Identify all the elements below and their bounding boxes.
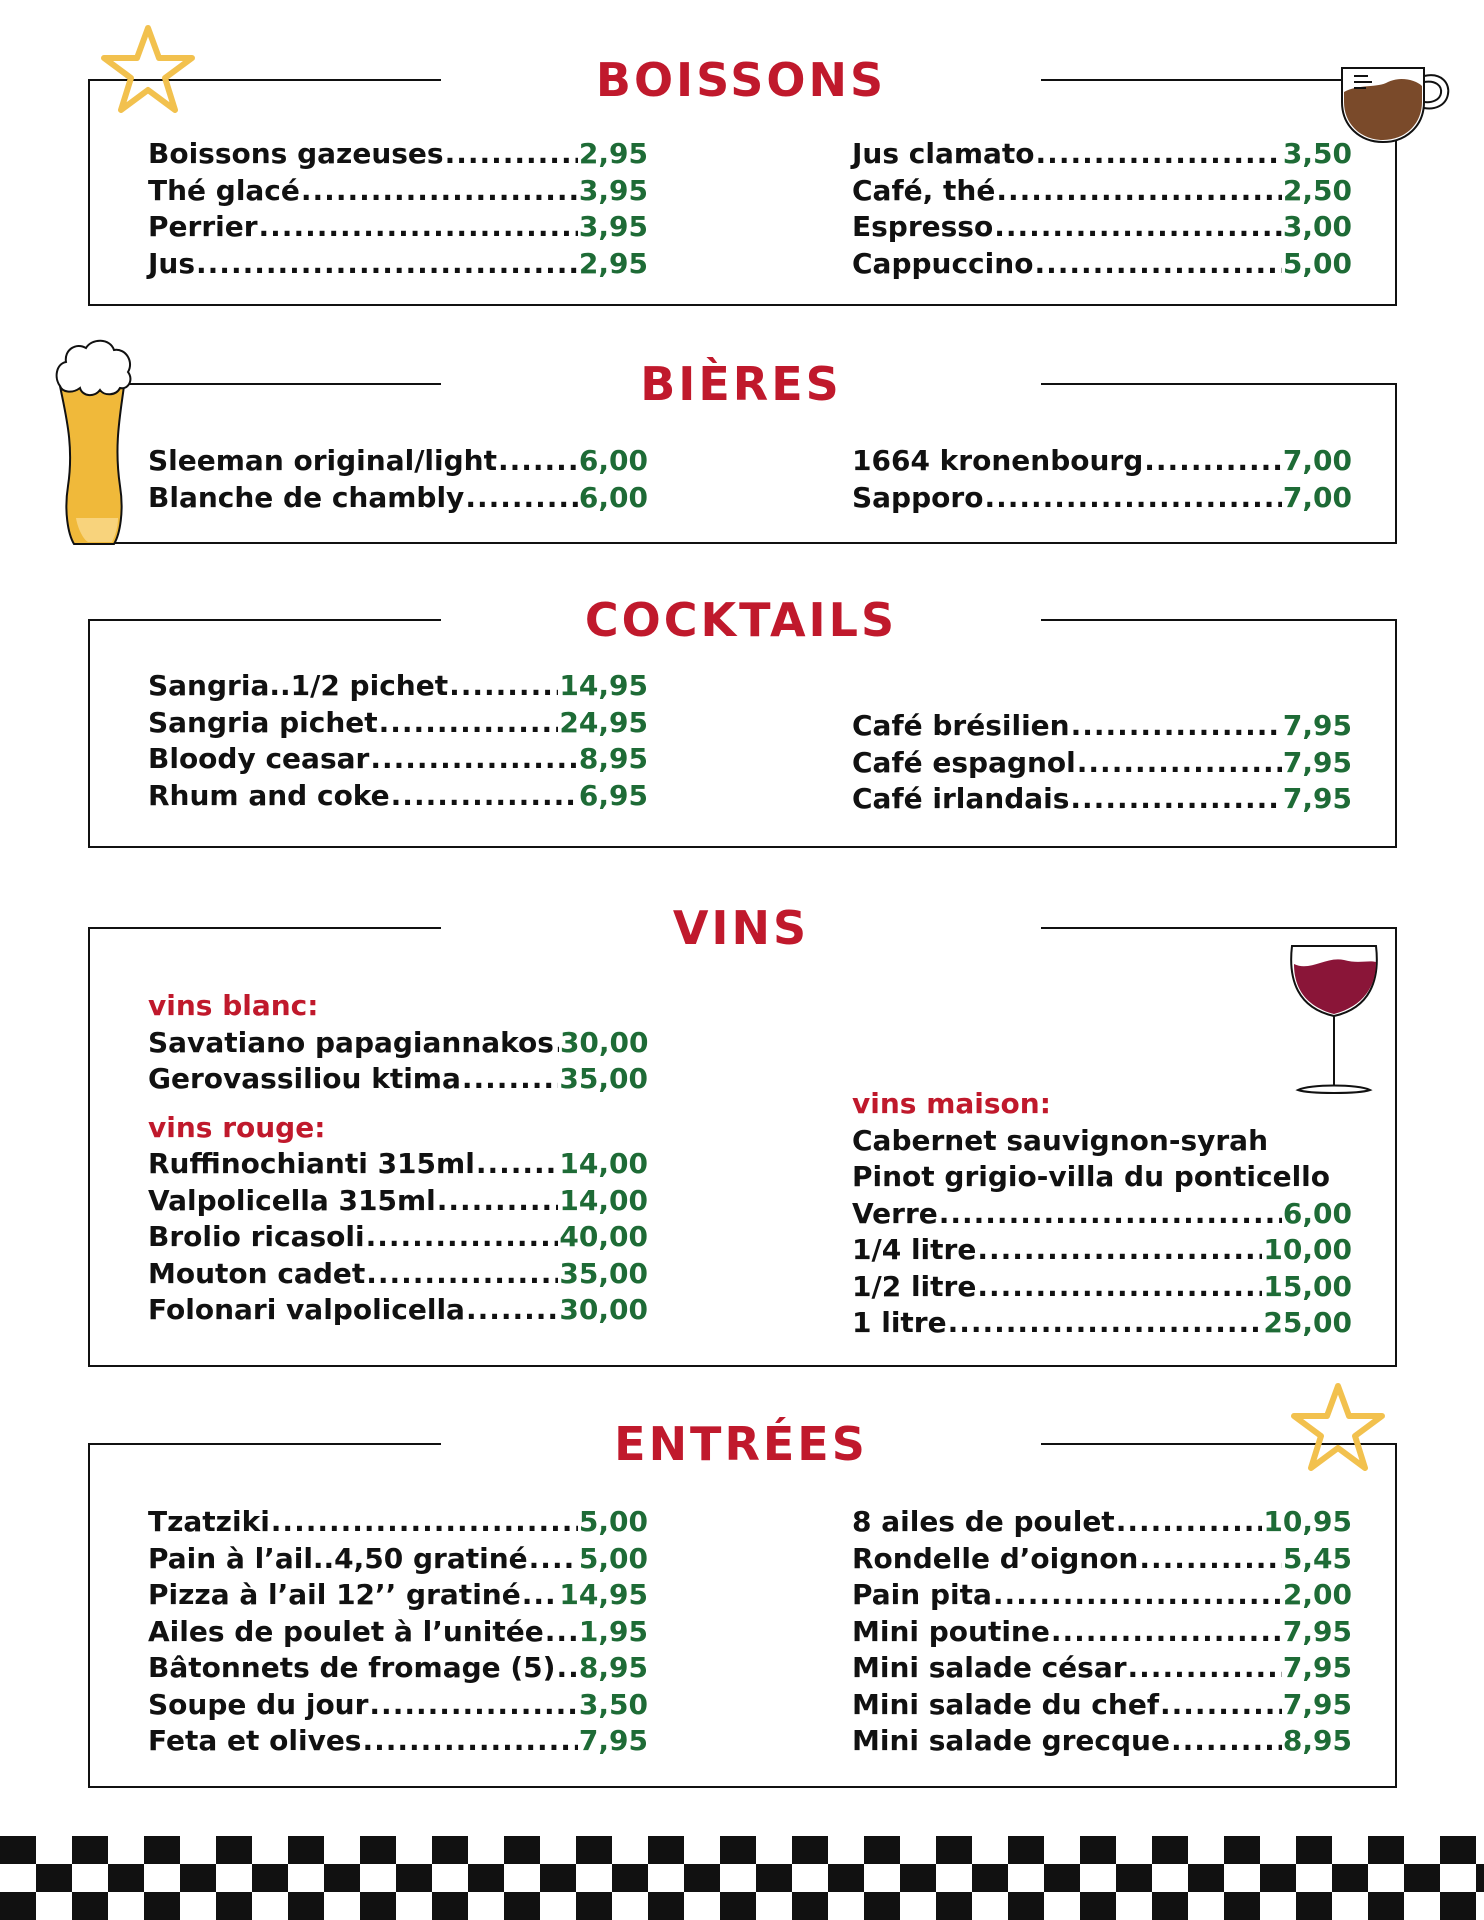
item-name: Sangria..1/2 pichet bbox=[148, 669, 449, 702]
cocktails-left-list bbox=[148, 668, 648, 814]
item-name: Verre bbox=[852, 1196, 938, 1230]
menu-item bbox=[852, 1269, 1352, 1306]
vins-blanc-label: vins blanc: bbox=[148, 989, 319, 1022]
menu-item bbox=[148, 1256, 648, 1293]
dot-leader bbox=[984, 480, 1281, 517]
item-price: 7,95 bbox=[1282, 1651, 1352, 1684]
item-price: 1,95 bbox=[578, 1614, 648, 1648]
section-bieres bbox=[88, 356, 1397, 544]
item-price: 7,95 bbox=[1282, 782, 1352, 815]
item-name: Café irlandais bbox=[852, 782, 1070, 815]
menu-item bbox=[148, 246, 648, 283]
item-name: Bloody ceasar bbox=[148, 742, 370, 775]
menu-item bbox=[852, 1723, 1352, 1760]
dot-leader bbox=[1128, 1650, 1282, 1687]
dot-leader bbox=[476, 1146, 559, 1183]
item-price: 7,95 bbox=[1282, 709, 1352, 742]
item-name: Café espagnol bbox=[852, 745, 1076, 779]
item-price: 6,95 bbox=[578, 778, 648, 812]
dot-leader bbox=[379, 705, 559, 742]
vins-maison-list bbox=[852, 1196, 1352, 1342]
item-name: Espresso bbox=[852, 210, 994, 243]
menu-item bbox=[148, 1292, 648, 1329]
item-name: 1/4 litre bbox=[852, 1233, 977, 1266]
item-name: Sangria pichet bbox=[148, 705, 378, 739]
item-price: 15,00 bbox=[1263, 1269, 1352, 1303]
dot-leader bbox=[977, 1269, 1262, 1306]
item-name: Rhum and coke bbox=[148, 778, 390, 812]
item-price: 5,00 bbox=[1282, 246, 1352, 280]
menu-item bbox=[852, 136, 1352, 173]
list-item: Pinot grigio-villa du ponticello bbox=[852, 1160, 1330, 1193]
item-name: Brolio ricasoli bbox=[148, 1220, 365, 1253]
item-price: 7,00 bbox=[1282, 480, 1352, 514]
dot-leader bbox=[391, 778, 578, 815]
dot-leader bbox=[196, 246, 578, 283]
menu-item bbox=[148, 1541, 648, 1578]
item-name: Tzatziki bbox=[148, 1505, 270, 1538]
boissons-left-list bbox=[148, 136, 648, 282]
item-price: 5,00 bbox=[578, 1541, 648, 1575]
item-name: Blanche de chambly bbox=[148, 480, 465, 514]
dot-leader bbox=[1036, 136, 1282, 173]
menu-item bbox=[148, 705, 648, 742]
item-name: Pizza à l’ail 12’’ gratiné bbox=[148, 1578, 521, 1611]
vins-maison-label: vins maison: bbox=[852, 1087, 1051, 1120]
menu-item bbox=[852, 1650, 1352, 1687]
item-name: Mini poutine bbox=[852, 1614, 1050, 1648]
dot-leader bbox=[369, 1687, 577, 1724]
item-price: 7,95 bbox=[1282, 745, 1352, 779]
dot-leader bbox=[1071, 708, 1282, 745]
item-price: 7,95 bbox=[1282, 1614, 1352, 1648]
item-price: 7,95 bbox=[578, 1724, 648, 1757]
item-name: 1664 kronenbourg bbox=[852, 444, 1144, 477]
menu-item bbox=[148, 1025, 648, 1062]
menu-item bbox=[852, 1232, 1352, 1269]
dot-leader bbox=[522, 1577, 559, 1614]
entrees-right-list bbox=[852, 1504, 1352, 1760]
dot-leader bbox=[555, 1025, 559, 1062]
menu-item bbox=[148, 778, 648, 815]
dot-leader bbox=[993, 1577, 1282, 1614]
menu-item bbox=[852, 480, 1352, 517]
item-name: Mini salade grecque bbox=[852, 1724, 1170, 1757]
item-name: Pain à l’ail..4,50 gratiné bbox=[148, 1541, 528, 1575]
item-price: 7,95 bbox=[1282, 1687, 1352, 1721]
item-price: 5,00 bbox=[578, 1505, 648, 1538]
item-price: 14,00 bbox=[559, 1147, 648, 1180]
menu-item bbox=[148, 480, 648, 517]
item-name: Gerovassiliou ktima bbox=[148, 1062, 461, 1095]
menu-item bbox=[148, 1614, 648, 1651]
menu-item bbox=[148, 1061, 648, 1098]
dot-leader bbox=[1144, 443, 1282, 480]
dot-leader bbox=[994, 209, 1282, 246]
item-name: Pain pita bbox=[852, 1578, 992, 1611]
menu-item bbox=[852, 1305, 1352, 1342]
item-price: 8,95 bbox=[578, 742, 648, 775]
item-name: Feta et olives bbox=[148, 1724, 362, 1757]
item-price: 3,95 bbox=[578, 210, 648, 243]
item-price: 10,95 bbox=[1263, 1505, 1352, 1538]
dot-leader bbox=[362, 1723, 577, 1760]
item-price: 2,50 bbox=[1282, 173, 1352, 207]
dot-leader bbox=[1077, 745, 1282, 782]
dot-leader bbox=[1034, 246, 1281, 283]
item-name: Café brésilien bbox=[852, 709, 1070, 742]
item-price: 8,95 bbox=[1282, 1724, 1352, 1757]
dot-leader bbox=[556, 1650, 577, 1687]
item-name: Mini salade césar bbox=[852, 1651, 1127, 1684]
menu-item bbox=[852, 1614, 1352, 1651]
menu-item bbox=[148, 209, 648, 246]
item-name: Jus bbox=[148, 246, 196, 280]
dot-leader bbox=[545, 1614, 578, 1651]
cocktails-right-list bbox=[852, 708, 1352, 818]
item-price: 30,00 bbox=[559, 1025, 649, 1059]
dot-leader bbox=[1171, 1723, 1282, 1760]
vins-blanc-list bbox=[148, 1025, 648, 1098]
item-name: Cappuccino bbox=[852, 246, 1034, 280]
entrees-left-list bbox=[148, 1504, 648, 1760]
item-price: 30,00 bbox=[559, 1293, 648, 1326]
dot-leader bbox=[498, 443, 578, 480]
menu-item bbox=[148, 1219, 648, 1256]
menu-item bbox=[148, 443, 648, 480]
menu-item bbox=[148, 173, 648, 210]
dot-leader bbox=[1051, 1614, 1282, 1651]
item-name: Ruffinochianti 315ml bbox=[148, 1147, 475, 1180]
item-name: Perrier bbox=[148, 210, 258, 243]
item-price: 3,50 bbox=[578, 1687, 648, 1721]
dot-leader bbox=[466, 1292, 558, 1329]
item-price: 7,00 bbox=[1282, 444, 1352, 477]
vins-right-column bbox=[852, 1086, 1352, 1342]
item-price: 14,95 bbox=[559, 1578, 648, 1611]
item-name: Boissons gazeuses bbox=[148, 137, 444, 170]
item-price: 2,95 bbox=[578, 246, 648, 280]
item-price: 2,00 bbox=[1282, 1578, 1352, 1611]
section-cocktails bbox=[88, 592, 1397, 848]
dot-leader bbox=[366, 1219, 559, 1256]
menu-item bbox=[852, 209, 1352, 246]
bieres-right-list bbox=[852, 443, 1352, 516]
menu-item bbox=[852, 1504, 1352, 1541]
item-name: 1 litre bbox=[852, 1306, 947, 1339]
menu-item bbox=[148, 1650, 648, 1687]
star-icon bbox=[100, 24, 196, 114]
dot-leader bbox=[366, 1256, 558, 1293]
dot-leader bbox=[449, 668, 558, 705]
vins-left-column bbox=[148, 988, 648, 1329]
item-price: 35,00 bbox=[559, 1062, 648, 1095]
menu-item bbox=[148, 741, 648, 778]
item-price: 6,00 bbox=[578, 480, 648, 514]
dot-leader bbox=[529, 1541, 578, 1578]
item-price: 6,00 bbox=[1282, 1196, 1352, 1230]
item-name: Mouton cadet bbox=[148, 1256, 366, 1290]
item-name: Soupe du jour bbox=[148, 1687, 369, 1721]
menu-item bbox=[148, 136, 648, 173]
section-title-cocktails: COCKTAILS bbox=[584, 593, 898, 647]
item-name: Savatiano papagiannakos bbox=[148, 1025, 554, 1059]
menu-item bbox=[852, 745, 1352, 782]
section-boissons bbox=[88, 52, 1397, 306]
item-price: 3,00 bbox=[1282, 210, 1352, 243]
item-name: Thé glacé bbox=[148, 173, 300, 207]
section-title-boissons: BOISSONS bbox=[595, 53, 887, 107]
menu-item bbox=[852, 1196, 1352, 1233]
bieres-left-list bbox=[148, 443, 648, 516]
item-name: Ailes de poulet à l’unitée bbox=[148, 1614, 544, 1648]
item-name: 8 ailes de poulet bbox=[852, 1505, 1115, 1538]
dot-leader bbox=[996, 173, 1282, 210]
item-name: Sleeman original/light bbox=[148, 444, 497, 477]
item-price: 10,00 bbox=[1263, 1233, 1352, 1266]
item-price: 3,50 bbox=[1282, 137, 1352, 170]
menu-item bbox=[852, 1541, 1352, 1578]
item-price: 2,95 bbox=[578, 137, 648, 170]
vins-rouge-list bbox=[148, 1146, 648, 1329]
vins-rouge-label: vins rouge: bbox=[148, 1110, 326, 1144]
menu-item bbox=[148, 1183, 648, 1220]
coffee-cup-icon bbox=[1338, 62, 1454, 146]
item-price: 6,00 bbox=[578, 444, 648, 477]
item-name: Sapporo bbox=[852, 480, 984, 514]
dot-leader bbox=[939, 1196, 1282, 1233]
dot-leader bbox=[437, 1183, 559, 1220]
star-icon bbox=[1290, 1382, 1386, 1472]
item-price: 24,95 bbox=[559, 705, 648, 739]
checkered-border bbox=[0, 1836, 1484, 1920]
dot-leader bbox=[948, 1305, 1263, 1342]
menu-item bbox=[148, 1504, 648, 1541]
menu-item bbox=[148, 1723, 648, 1760]
item-price: 25,00 bbox=[1263, 1306, 1352, 1339]
menu-item bbox=[852, 1577, 1352, 1614]
item-name: Folonari valpolicella bbox=[148, 1293, 465, 1326]
section-vins bbox=[88, 900, 1397, 1367]
menu-item bbox=[852, 443, 1352, 480]
menu-item bbox=[148, 1577, 648, 1614]
dot-leader bbox=[1070, 781, 1282, 818]
dot-leader bbox=[465, 480, 578, 517]
menu-item bbox=[852, 1687, 1352, 1724]
item-name: 1/2 litre bbox=[852, 1269, 977, 1303]
item-price: 35,00 bbox=[559, 1256, 648, 1290]
dot-leader bbox=[370, 741, 578, 778]
menu-item bbox=[148, 668, 648, 705]
menu-item bbox=[852, 173, 1352, 210]
menu-item bbox=[852, 246, 1352, 283]
item-price: 8,95 bbox=[578, 1651, 648, 1684]
item-price: 14,95 bbox=[559, 669, 648, 702]
item-price: 3,95 bbox=[578, 173, 648, 207]
section-title-entrees: ENTRÉES bbox=[614, 1417, 868, 1471]
dot-leader bbox=[445, 136, 578, 173]
section-entrees bbox=[88, 1416, 1397, 1788]
dot-leader bbox=[1139, 1541, 1282, 1578]
list-item: Cabernet sauvignon-syrah bbox=[852, 1123, 1269, 1157]
menu-item bbox=[852, 708, 1352, 745]
dot-leader bbox=[977, 1232, 1262, 1269]
dot-leader bbox=[271, 1504, 578, 1541]
item-name: Mini salade du chef bbox=[852, 1687, 1160, 1721]
menu-item bbox=[852, 781, 1352, 818]
beer-glass-icon bbox=[54, 336, 134, 548]
menu-item bbox=[148, 1687, 648, 1724]
item-price: 40,00 bbox=[559, 1220, 648, 1253]
dot-leader bbox=[1116, 1504, 1263, 1541]
boissons-right-list bbox=[852, 136, 1352, 282]
item-name: Jus clamato bbox=[852, 137, 1035, 170]
wine-glass-icon bbox=[1286, 942, 1382, 1098]
item-price: 5,45 bbox=[1282, 1541, 1352, 1575]
dot-leader bbox=[259, 209, 578, 246]
dot-leader bbox=[301, 173, 578, 210]
item-price: 14,00 bbox=[559, 1183, 648, 1217]
dot-leader bbox=[462, 1061, 559, 1098]
menu-item bbox=[148, 1146, 648, 1183]
item-name: Rondelle d’oignon bbox=[852, 1541, 1139, 1575]
section-title-vins: VINS bbox=[672, 901, 810, 955]
item-name: Valpolicella 315ml bbox=[148, 1183, 436, 1217]
item-name: Café, thé bbox=[852, 173, 996, 207]
dot-leader bbox=[1160, 1687, 1282, 1724]
section-title-bieres: BIÈRES bbox=[640, 357, 842, 411]
item-name: Bâtonnets de fromage (5) bbox=[148, 1651, 556, 1684]
